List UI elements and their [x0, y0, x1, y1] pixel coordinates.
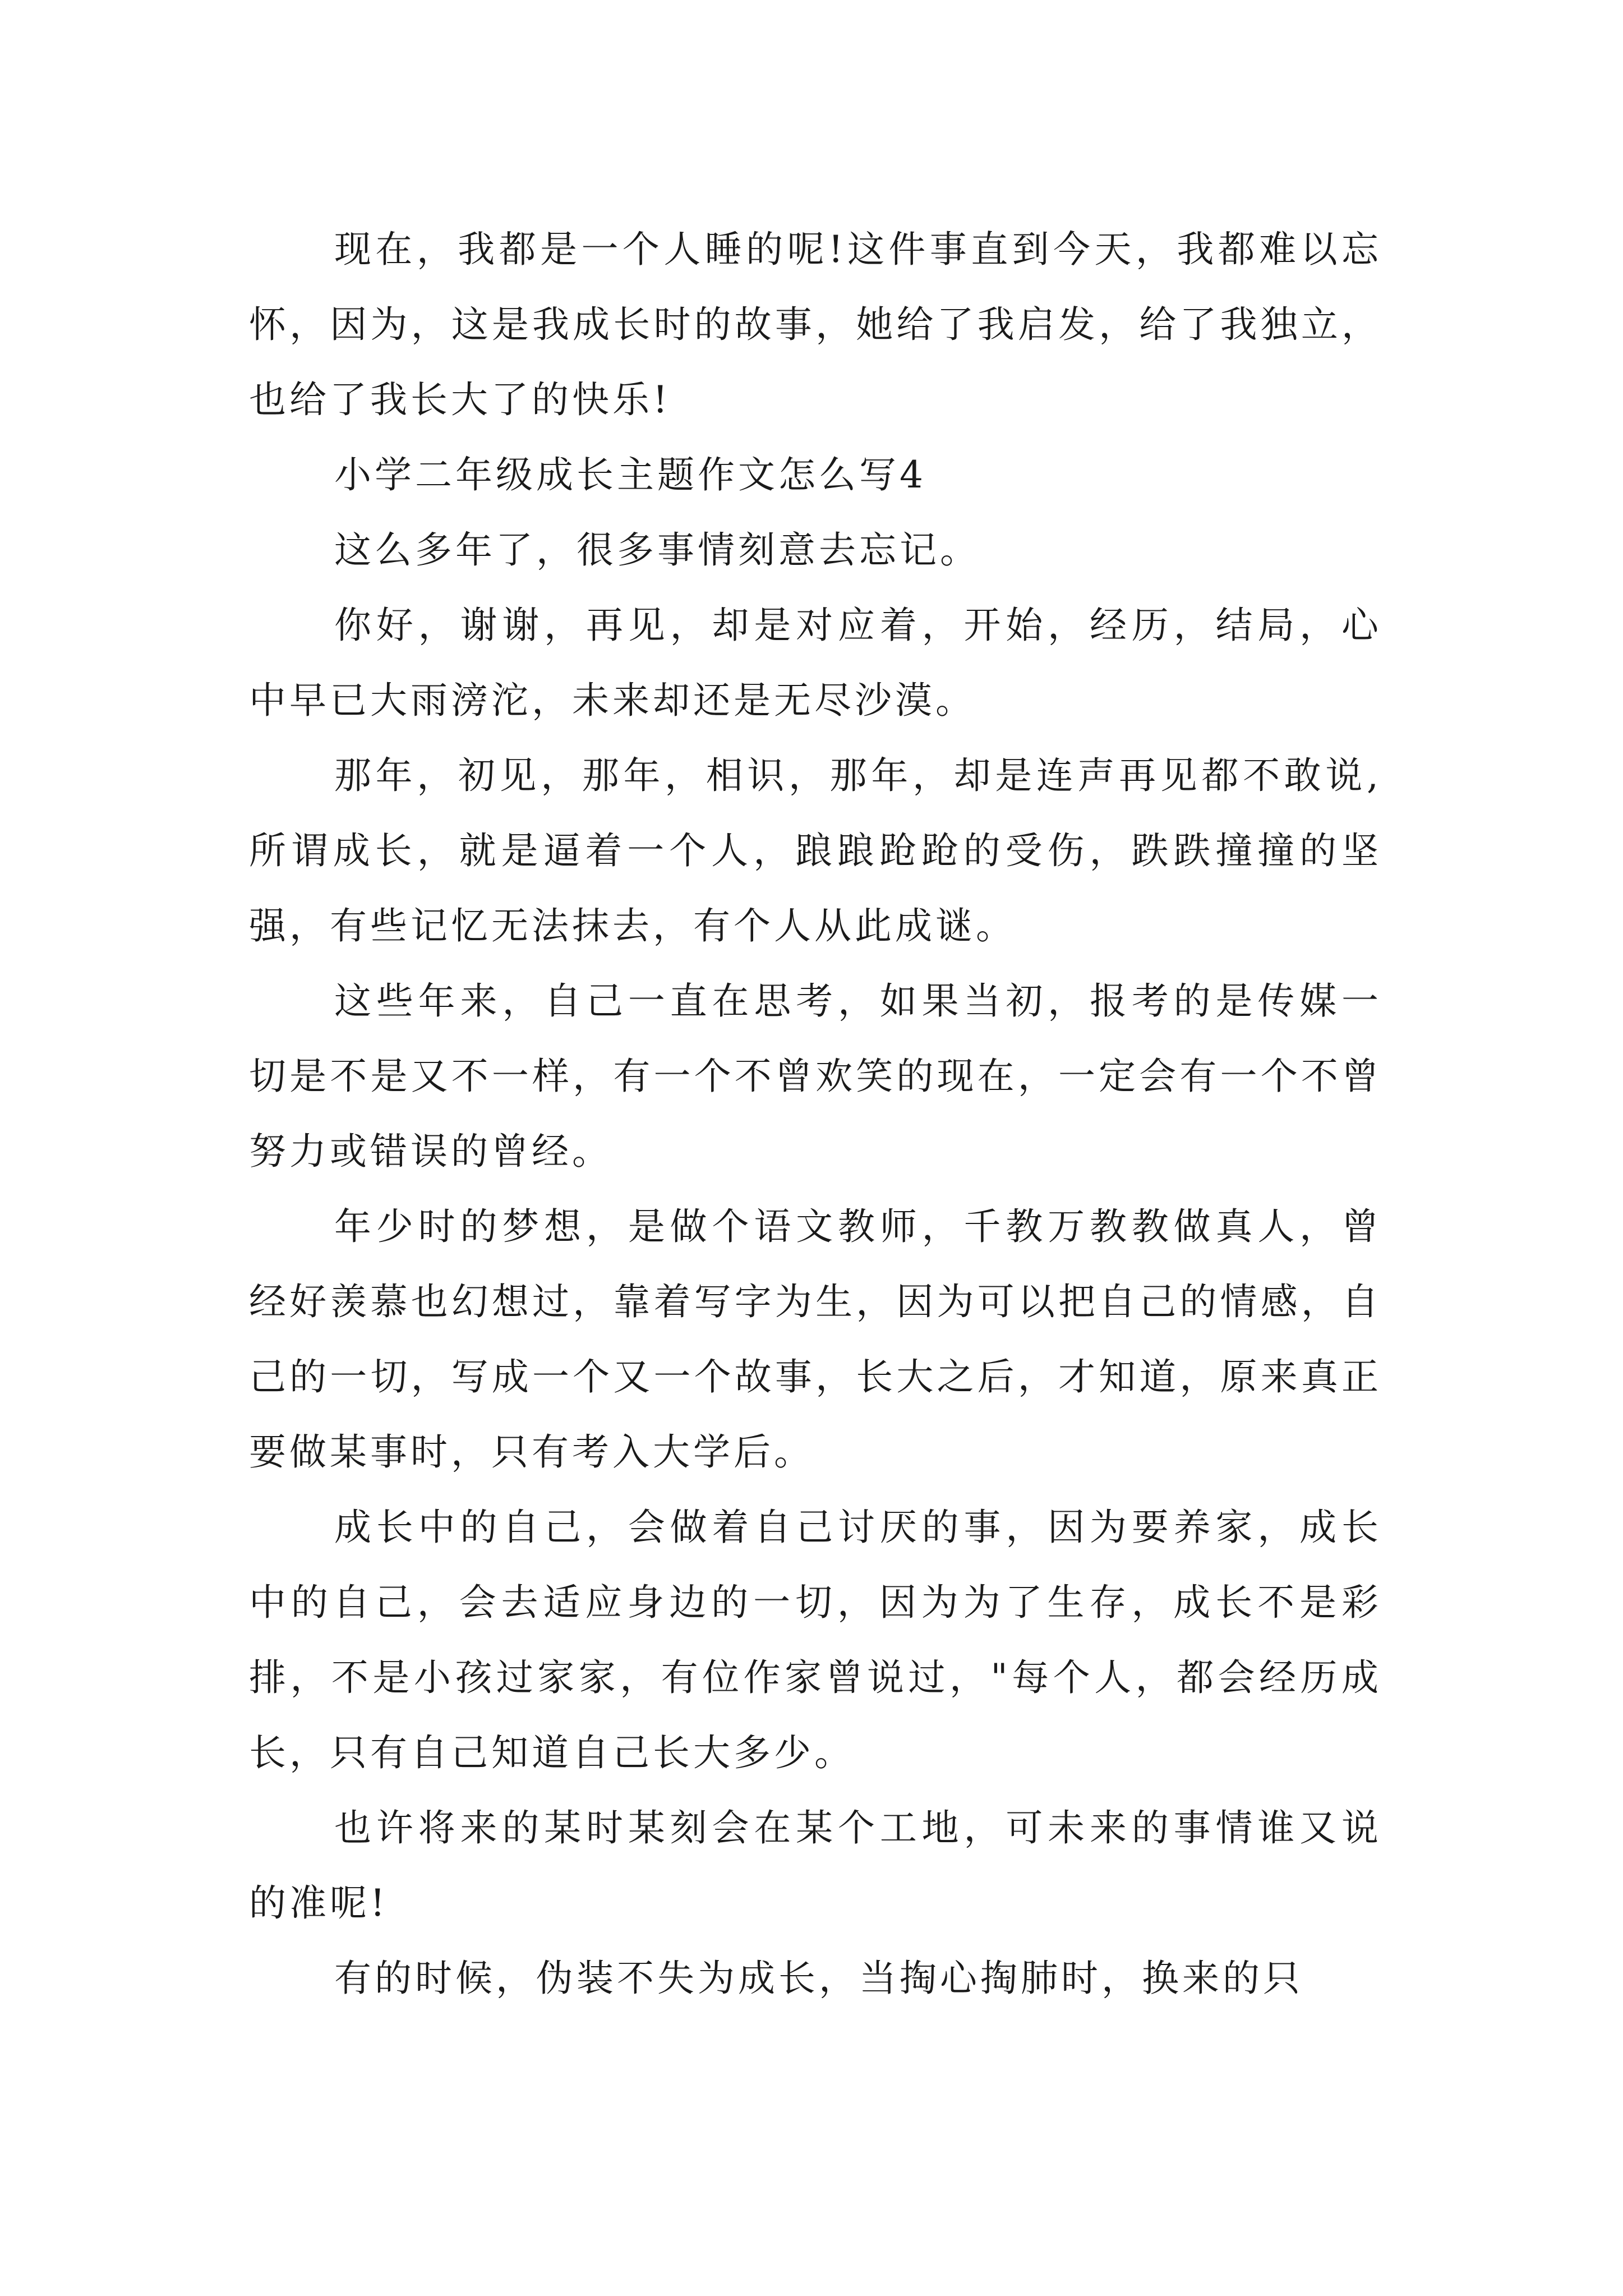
paragraph: 这么多年了，很多事情刻意去忘记。 — [334, 528, 980, 572]
section-title: 小学二年级成长主题作文怎么写4 — [334, 453, 926, 496]
paragraph: 年少时的梦想，是做个语文教师，千教万教教做真人，曾经好羡慕也幻想过，靠着写字为生，因为可以把自己的情感，自己的一切，写成一个又一个故事，长大之后，才知道，原来真正要做某事时，只有考入大学后。 — [249, 1205, 1382, 1474]
paragraph: 那年，初见，那年，相识，那年，却是连声再见都不敢说,所谓成长，就是逼着一个人，踉踉跄跄的受伤，跌跌撞撞的坚强，有些记忆无法抹去，有个人从此成谜。 — [249, 754, 1382, 947]
document-body — [249, 212, 1382, 2016]
paragraph: 你好，谢谢，再见，却是对应着，开始，经历，结局，心中早已大雨滂沱，未来却还是无尽沙漠。 — [249, 604, 1382, 722]
paragraph: 也许将来的某时某刻会在某个工地，可未来的事情谁又说的准呢! — [249, 1806, 1382, 1925]
paragraph: 这些年来，自己一直在思考，如果当初，报考的是传媒一切是不是又不一样，有一个不曾欢笑的现在，一定会有一个不曾努力或错误的曾经。 — [249, 979, 1382, 1173]
paragraph: 成长中的自己，会做着自己讨厌的事，因为要养家，成长中的自己，会去适应身边的一切，因为为了生存，成长不是彩排，不是小孩过家家，有位作家曾说过，"每个人，都会经历成长，只有自己知道自己长大多少。 — [249, 1506, 1382, 1774]
paragraph: 现在，我都是一个人睡的呢!这件事直到今天，我都难以忘怀，因为，这是我成长时的故事，她给了我启发，给了我独立，也给了我长大了的快乐! — [249, 228, 1382, 421]
paragraph: 有的时候，伪装不失为成长，当掏心掏肺时，换来的只 — [334, 1957, 1303, 2000]
